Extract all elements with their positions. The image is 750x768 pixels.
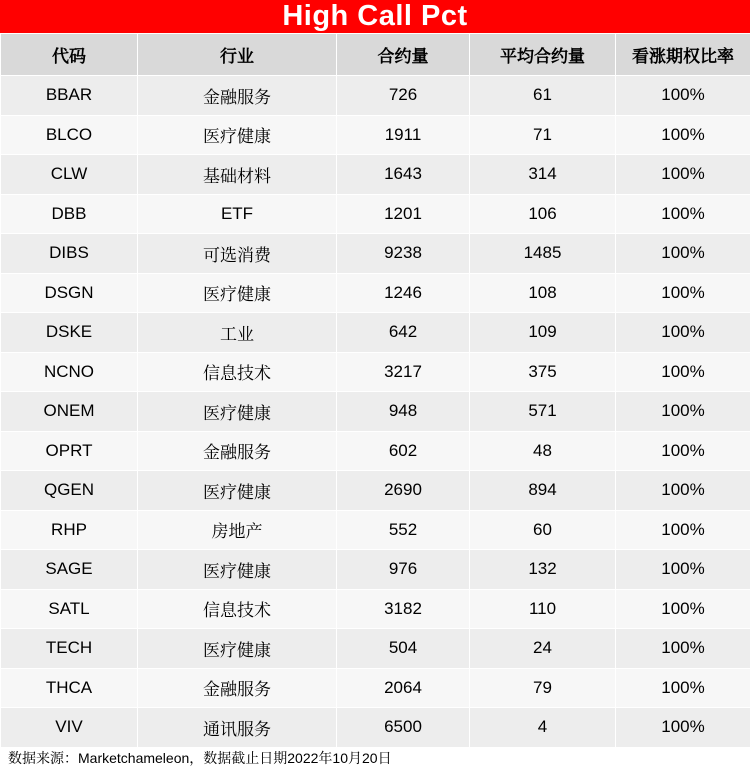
page-title-bar xyxy=(0,0,750,33)
cell-call-ratio: 100% xyxy=(616,471,750,511)
table-row xyxy=(1,115,750,155)
cell-symbol: RHP xyxy=(1,510,138,550)
cell-call-ratio: 100% xyxy=(616,589,750,629)
source-note-text: 数据来源：Marketchameleon，数据截止日期2022年10月20日 xyxy=(8,748,392,768)
cell-call-ratio: 100% xyxy=(616,668,750,708)
cell-avg-volume: 106 xyxy=(470,194,616,234)
cell-volume: 976 xyxy=(337,550,470,590)
table-row xyxy=(1,708,750,748)
cell-volume: 1201 xyxy=(337,194,470,234)
cell-volume: 552 xyxy=(337,510,470,550)
cell-volume: 2690 xyxy=(337,471,470,511)
cell-sector: 金融服务 xyxy=(138,668,337,708)
cell-symbol: QGEN xyxy=(1,471,138,511)
column-header-sector: 行业 xyxy=(138,34,337,76)
cell-symbol: OPRT xyxy=(1,431,138,471)
cell-sector: 医疗健康 xyxy=(138,392,337,432)
cell-sector: 通讯服务 xyxy=(138,708,337,748)
cell-symbol: SAGE xyxy=(1,550,138,590)
cell-sector: 基础材料 xyxy=(138,155,337,195)
cell-sector: 信息技术 xyxy=(138,589,337,629)
cell-sector: 房地产 xyxy=(138,510,337,550)
cell-symbol: ONEM xyxy=(1,392,138,432)
cell-avg-volume: 61 xyxy=(470,76,616,116)
cell-sector: 医疗健康 xyxy=(138,471,337,511)
cell-call-ratio: 100% xyxy=(616,431,750,471)
cell-volume: 642 xyxy=(337,313,470,353)
cell-sector: ETF xyxy=(138,194,337,234)
cell-avg-volume: 60 xyxy=(470,510,616,550)
cell-sector: 医疗健康 xyxy=(138,629,337,669)
cell-avg-volume: 132 xyxy=(470,550,616,590)
table-row xyxy=(1,471,750,511)
cell-volume: 9238 xyxy=(337,234,470,274)
cell-volume: 504 xyxy=(337,629,470,669)
column-header-call-ratio: 看涨期权比率 xyxy=(616,34,750,76)
cell-avg-volume: 108 xyxy=(470,273,616,313)
cell-symbol: DSKE xyxy=(1,313,138,353)
cell-sector: 金融服务 xyxy=(138,431,337,471)
cell-symbol: THCA xyxy=(1,668,138,708)
cell-volume: 2064 xyxy=(337,668,470,708)
cell-avg-volume: 314 xyxy=(470,155,616,195)
cell-sector: 医疗健康 xyxy=(138,550,337,590)
table-row xyxy=(1,273,750,313)
table-row xyxy=(1,352,750,392)
table-row xyxy=(1,510,750,550)
cell-call-ratio: 100% xyxy=(616,155,750,195)
cell-avg-volume: 71 xyxy=(470,115,616,155)
cell-call-ratio: 100% xyxy=(616,629,750,669)
cell-avg-volume: 375 xyxy=(470,352,616,392)
cell-volume: 948 xyxy=(337,392,470,432)
page-title: High Call Pct xyxy=(282,0,467,33)
cell-sector: 医疗健康 xyxy=(138,115,337,155)
table-header-row xyxy=(1,34,750,76)
cell-symbol: DSGN xyxy=(1,273,138,313)
cell-avg-volume: 24 xyxy=(470,629,616,669)
cell-volume: 1643 xyxy=(337,155,470,195)
cell-symbol: BBAR xyxy=(1,76,138,116)
cell-symbol: CLW xyxy=(1,155,138,195)
cell-symbol: SATL xyxy=(1,589,138,629)
cell-call-ratio: 100% xyxy=(616,313,750,353)
cell-call-ratio: 100% xyxy=(616,550,750,590)
cell-symbol: DBB xyxy=(1,194,138,234)
cell-avg-volume: 110 xyxy=(470,589,616,629)
cell-avg-volume: 48 xyxy=(470,431,616,471)
cell-symbol: VIV xyxy=(1,708,138,748)
cell-avg-volume: 4 xyxy=(470,708,616,748)
table-row xyxy=(1,194,750,234)
cell-symbol: NCNO xyxy=(1,352,138,392)
cell-volume: 726 xyxy=(337,76,470,116)
cell-avg-volume: 109 xyxy=(470,313,616,353)
cell-call-ratio: 100% xyxy=(616,194,750,234)
cell-call-ratio: 100% xyxy=(616,352,750,392)
cell-call-ratio: 100% xyxy=(616,708,750,748)
cell-symbol: TECH xyxy=(1,629,138,669)
cell-call-ratio: 100% xyxy=(616,234,750,274)
cell-volume: 3217 xyxy=(337,352,470,392)
cell-sector: 信息技术 xyxy=(138,352,337,392)
table-row xyxy=(1,668,750,708)
cell-avg-volume: 1485 xyxy=(470,234,616,274)
cell-volume: 1246 xyxy=(337,273,470,313)
cell-call-ratio: 100% xyxy=(616,76,750,116)
cell-avg-volume: 571 xyxy=(470,392,616,432)
cell-volume: 602 xyxy=(337,431,470,471)
table-row xyxy=(1,392,750,432)
cell-avg-volume: 894 xyxy=(470,471,616,511)
cell-symbol: BLCO xyxy=(1,115,138,155)
table-row xyxy=(1,629,750,669)
table-row xyxy=(1,550,750,590)
table-row xyxy=(1,313,750,353)
table-row xyxy=(1,431,750,471)
cell-volume: 6500 xyxy=(337,708,470,748)
table-row xyxy=(1,76,750,116)
cell-sector: 金融服务 xyxy=(138,76,337,116)
table-body xyxy=(1,76,750,748)
table-row xyxy=(1,155,750,195)
cell-sector: 可选消费 xyxy=(138,234,337,274)
cell-call-ratio: 100% xyxy=(616,510,750,550)
column-header-avg-volume: 平均合约量 xyxy=(470,34,616,76)
table-header xyxy=(1,34,750,76)
cell-call-ratio: 100% xyxy=(616,115,750,155)
cell-sector: 工业 xyxy=(138,313,337,353)
column-header-volume: 合约量 xyxy=(337,34,470,76)
cell-sector: 医疗健康 xyxy=(138,273,337,313)
table-row xyxy=(1,589,750,629)
source-note xyxy=(0,748,750,768)
cell-avg-volume: 79 xyxy=(470,668,616,708)
cell-volume: 3182 xyxy=(337,589,470,629)
cell-symbol: DIBS xyxy=(1,234,138,274)
table-row xyxy=(1,234,750,274)
cell-call-ratio: 100% xyxy=(616,273,750,313)
cell-call-ratio: 100% xyxy=(616,392,750,432)
cell-volume: 1911 xyxy=(337,115,470,155)
column-header-symbol: 代码 xyxy=(1,34,138,76)
options-data-table xyxy=(0,33,750,748)
